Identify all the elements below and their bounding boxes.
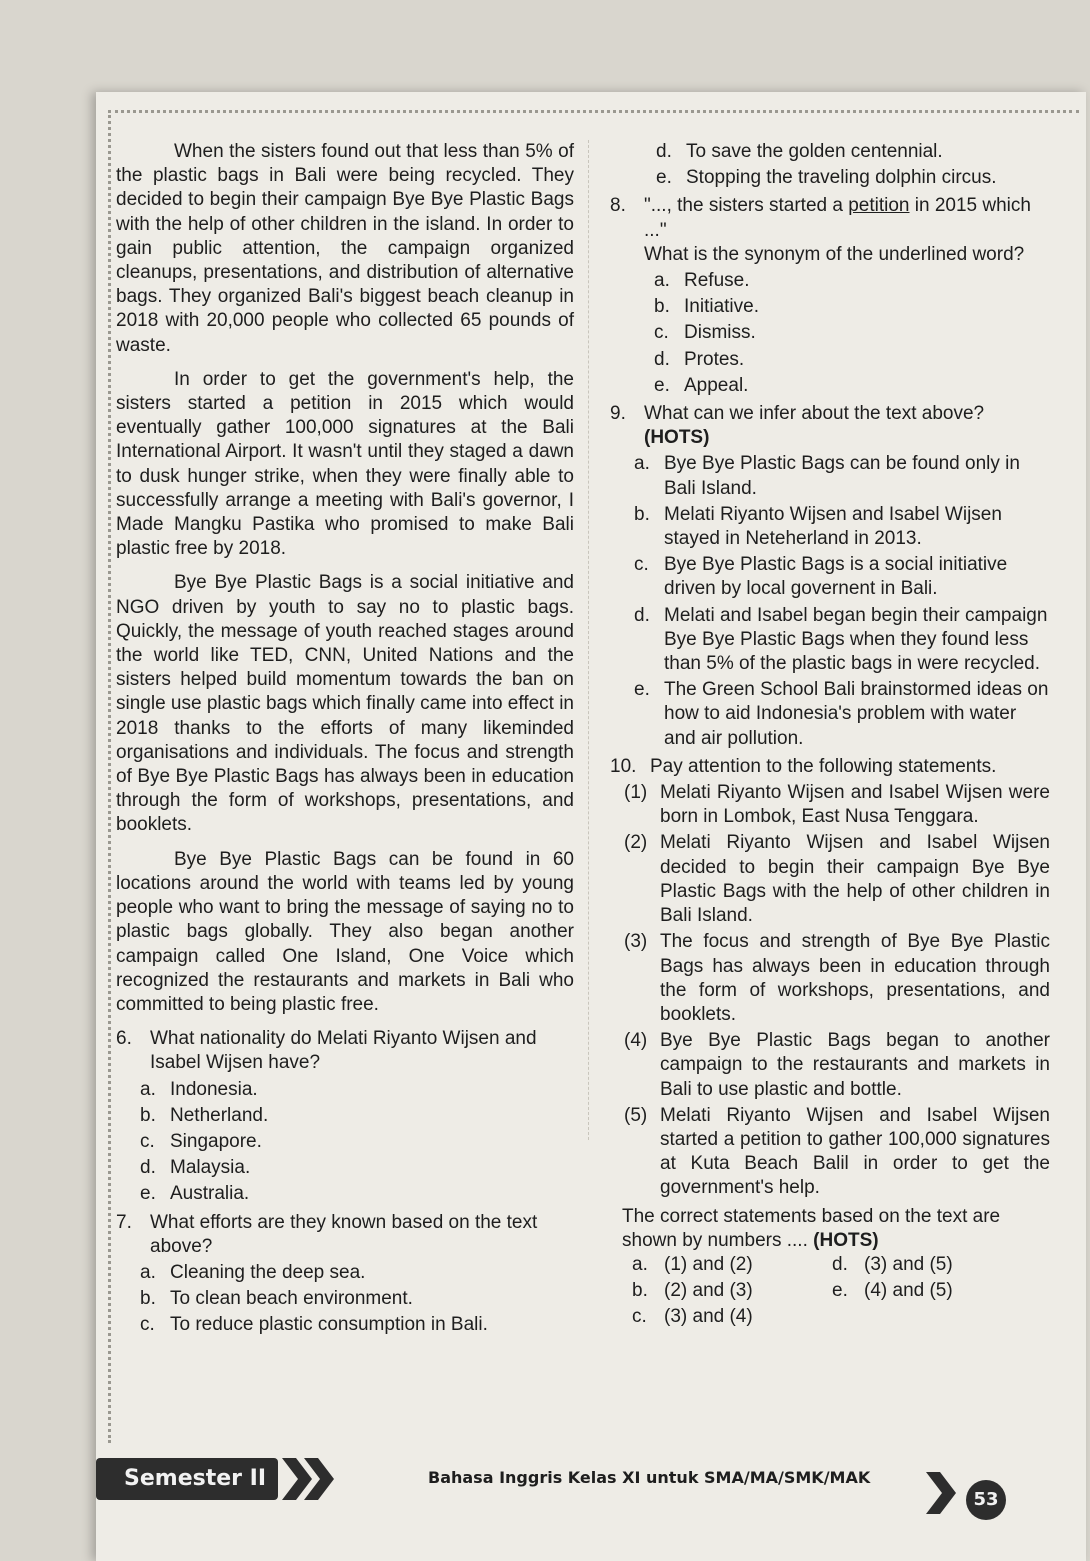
option-text: (3) and (5) <box>864 1253 953 1275</box>
option-text: Bye Bye Plastic Bags is a social initiative driven by local governent in Bali. <box>664 554 1008 600</box>
option <box>140 1313 574 1337</box>
question-8 <box>610 194 1050 267</box>
option-letter: a. <box>654 270 670 292</box>
statement <box>624 930 1050 1027</box>
page-number: 53 <box>966 1480 1006 1520</box>
option-text: To save the golden centennial. <box>686 141 943 162</box>
option <box>654 295 1050 319</box>
passage-paragraph-4: Bye Bye Plastic Bags can be found in 60 locations around the world with teams led by young people who want to bring the message of saying no to plastic bags globally. They also began another campaign called One Island, One Voice which recognized the restaurants and markets in Bali who committed to being plastic free. <box>116 848 574 1015</box>
option-text: Melati and Isabel began begin their campaign Bye Bye Plastic Bags when they found less than 5% of the plastic bags in were recycled. <box>664 604 1048 675</box>
option-text: (2) and (3) <box>664 1280 753 1302</box>
hots-tag: (HOTS) <box>813 1229 879 1251</box>
option <box>634 503 1050 551</box>
option-letter: a. <box>632 1253 648 1275</box>
statement <box>624 1104 1050 1201</box>
option-letter: b. <box>654 296 670 318</box>
question-text: What efforts are they known based on the text above? <box>150 1211 538 1257</box>
option-text: Protes. <box>684 348 745 370</box>
option-letter: b. <box>140 1104 156 1126</box>
option <box>654 321 1050 345</box>
underlined-word: petition <box>848 195 910 217</box>
statement-number: (2) <box>624 832 648 854</box>
option <box>634 604 1050 677</box>
option-letter: a. <box>140 1078 156 1100</box>
statement-text: Melati Riyanto Wijsen and Isabel Wijsen started a petition to gather 100,000 signatures at Kuta Beach Balil in order to get the government's help. <box>660 1104 1050 1199</box>
option-letter: e. <box>634 679 650 701</box>
right-column <box>610 140 1050 1330</box>
option-letter: b. <box>140 1288 156 1310</box>
option-letter: d. <box>654 348 670 370</box>
book-title: Bahasa Inggris Kelas XI untuk SMA/MA/SMK/MAK <box>428 1468 871 1487</box>
page-footer <box>96 1458 1090 1508</box>
question-number: 8. <box>610 195 626 217</box>
question-6 <box>116 1027 574 1075</box>
option-text: The Green School Bali brainstormed ideas on how to aid Indonesia's problem with water and air pollution. <box>664 679 1049 749</box>
option <box>832 1253 1032 1277</box>
statement-number: (4) <box>624 1030 648 1052</box>
option-text: Cleaning the deep sea. <box>170 1261 366 1283</box>
option-text: Indonesia. <box>170 1078 258 1100</box>
option <box>632 1305 832 1329</box>
passage-paragraph-1: When the sisters found out that less than 5% of the plastic bags in Bali were being recycled. They decided to begin their campaign Bye Bye Plastic Bags with the help of other children in the island. In order to gain public attention, the campaign organized cleanups, presentations, and distribution of alternative bags. They organized Bali's biggest beach cleanup in 2018 with 20,000 people who collected 65 pounds of waste. <box>116 141 574 356</box>
option <box>140 1078 574 1102</box>
statement-text: Bye Bye Plastic Bags began to another campaign to the restaurants and markets in Bali to use plastic and bottle. <box>660 1030 1050 1100</box>
option-letter: e. <box>654 374 670 396</box>
option <box>140 1104 574 1128</box>
option <box>634 678 1050 751</box>
option-letter: e. <box>832 1280 848 1302</box>
option <box>634 553 1050 601</box>
option <box>140 1130 574 1154</box>
statement-number: (5) <box>624 1104 648 1126</box>
question-text: What nationality do Melati Riyanto Wijsen and Isabel Wijsen have? <box>150 1028 537 1074</box>
closing-text: The correct statements based on the text are shown by numbers .... <box>622 1205 1001 1251</box>
quote-start: "..., the sisters started a <box>644 195 849 217</box>
option-text: Bye Bye Plastic Bags can be found only in Bali Island. <box>664 453 1020 499</box>
option <box>654 374 1050 398</box>
passage-paragraph-3: Bye Bye Plastic Bags is a social initiative and NGO driven by youth to say no to plastic bags. Quickly, the message of youth reached stages around the world like TED, CNN, United Nations and the sisters helped build momentum towards the ban on single use plastic bags which finally came into effect in 2018 thanks to the efforts of many likeminded organisations and individuals. The focus and strength of Bye Bye Plastic Bags has always been in education through the form of workshops, presentations, and booklets. <box>116 572 575 836</box>
option <box>632 1279 832 1303</box>
option <box>654 348 1050 372</box>
question-prompt: What can we infer about the text above? <box>644 403 985 425</box>
option-letter: d. <box>140 1157 156 1179</box>
option-text: Appeal. <box>684 374 749 396</box>
statement-text: The focus and strength of Bye Bye Plastic Bags has always been in education through the form of workshops, presentations, and booklets. <box>660 931 1050 1025</box>
option-text: (1) and (2) <box>664 1253 753 1275</box>
statement-text: Melati Riyanto Wijsen and Isabel Wijsen were born in Lombok, East Nusa Tenggara. <box>660 782 1050 828</box>
option-text: Singapore. <box>170 1130 262 1152</box>
column-divider <box>588 140 590 1140</box>
option <box>140 1156 574 1180</box>
chevron-decoration-icon <box>282 1458 342 1500</box>
option-text: Stopping the traveling dolphin circus. <box>686 167 997 189</box>
hots-tag: (HOTS) <box>644 427 710 449</box>
option-letter: b. <box>634 503 650 525</box>
question-text: Pay attention to the following statements. <box>650 755 997 777</box>
statement <box>624 831 1050 928</box>
option-text: Melati Riyanto Wijsen and Isabel Wijsen stayed in Neteherland in 2013. <box>664 503 1002 550</box>
question-7 <box>116 1211 574 1259</box>
option-letter: d. <box>656 141 672 162</box>
chevron-decoration-icon <box>926 1472 966 1514</box>
option-text: Refuse. <box>684 270 750 292</box>
option-text: To reduce plastic consumption in Bali. <box>170 1314 488 1336</box>
statement <box>624 1029 1050 1102</box>
option-text: To clean beach environment. <box>170 1288 413 1310</box>
option <box>656 166 1050 190</box>
question-prompt: What is the synonym of the underlined word? <box>644 243 1025 265</box>
option <box>832 1279 1032 1303</box>
option-letter: e. <box>656 167 672 189</box>
option <box>140 1182 574 1206</box>
option-text: Malaysia. <box>170 1157 251 1179</box>
option-letter: c. <box>634 554 649 576</box>
option-letter: c. <box>140 1314 155 1336</box>
option <box>634 452 1050 500</box>
option <box>654 269 1050 293</box>
question-9 <box>610 402 1050 450</box>
question-number: 9. <box>610 403 626 425</box>
option-text: Initiative. <box>684 296 759 318</box>
question-10-options <box>632 1253 1050 1330</box>
option-text: (4) and (5) <box>864 1280 953 1302</box>
option-letter: c. <box>140 1130 155 1152</box>
semester-label: Semester II <box>96 1458 278 1500</box>
option-letter: e. <box>140 1183 156 1205</box>
option-text: Dismiss. <box>684 322 756 344</box>
statement-text: Melati Riyanto Wijsen and Isabel Wijsen decided to begin their campaign Bye Bye Plastic Bags with the help of other children in Bali Island. <box>660 832 1050 927</box>
question-text <box>644 402 1050 450</box>
quote-end: in 2015 which ..." <box>644 195 1031 241</box>
option <box>632 1253 832 1277</box>
statement <box>624 781 1050 829</box>
option <box>140 1287 574 1311</box>
option-letter: c. <box>632 1306 647 1328</box>
left-column <box>116 140 574 1338</box>
question-10-closing <box>622 1205 1050 1253</box>
option-text: (3) and (4) <box>664 1306 753 1328</box>
question-10 <box>610 755 1050 779</box>
option <box>140 1261 574 1285</box>
statement-number: (1) <box>624 782 648 804</box>
question-text <box>644 194 1050 267</box>
question-number: 10. <box>610 755 637 777</box>
option-letter: d. <box>634 604 650 626</box>
option-letter: a. <box>634 453 650 475</box>
option-text: Netherland. <box>170 1104 269 1126</box>
statement-number: (3) <box>624 931 648 953</box>
passage-paragraph-2: In order to get the government's help, the sisters started a petition in 2015 which would eventually gather 100,000 signatures at the Bali International Airport. It wasn't until they staged a dawn to dusk hunger strike, when they were finally able to successfully arrange a meeting with Bali's governor, I Made Mangku Pastika who promised to make Bali plastic free by 2018. <box>116 368 574 560</box>
option-letter: d. <box>832 1253 848 1275</box>
option-letter: b. <box>632 1280 648 1302</box>
question-number: 6. <box>116 1028 132 1050</box>
option-letter: a. <box>140 1261 156 1283</box>
option-letter: c. <box>654 322 669 344</box>
option <box>656 140 1050 164</box>
option-text: Australia. <box>170 1183 250 1205</box>
question-number: 7. <box>116 1211 132 1233</box>
